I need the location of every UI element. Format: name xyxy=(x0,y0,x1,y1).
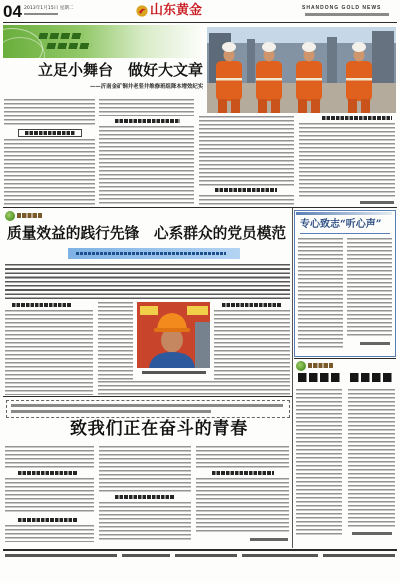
section-badge-icon xyxy=(296,361,306,371)
masthead-email-line xyxy=(305,13,389,16)
footer-info xyxy=(122,554,170,557)
sidebar-title-underline xyxy=(300,233,390,234)
subhead xyxy=(18,471,78,475)
section-rule xyxy=(3,207,397,208)
body-text-block xyxy=(299,123,395,199)
banner-slogan-line xyxy=(38,33,83,39)
byline xyxy=(360,201,394,204)
sidebar-box-ornament xyxy=(296,212,392,215)
issue-date: 2013年1月15日 星期二 xyxy=(24,6,74,11)
subtitle-strip-text xyxy=(76,252,226,255)
body-text-block xyxy=(5,478,94,514)
subhead xyxy=(222,303,282,307)
youth-essay-title: 致我们正在奋斗的青春 xyxy=(70,419,248,439)
section-rule xyxy=(3,396,292,397)
subhead xyxy=(215,188,277,192)
body-text-block xyxy=(5,525,94,542)
lead-paragraph xyxy=(5,264,290,299)
section-badge-label xyxy=(17,213,42,218)
body-text-block xyxy=(4,99,95,127)
top-story-banner xyxy=(3,25,203,58)
feature-story-subtitle-strip xyxy=(68,248,240,259)
editor-note-line xyxy=(11,404,283,407)
story-headline-right xyxy=(350,373,392,382)
body-text-block xyxy=(199,116,294,186)
body-text-block xyxy=(4,139,95,205)
masthead-rule xyxy=(3,22,397,23)
sidebar-box-title: 专心致志“听心声” xyxy=(300,219,382,230)
subhead xyxy=(25,131,75,135)
body-text-block xyxy=(348,389,395,529)
body-text-block xyxy=(196,446,289,468)
editor-note-box xyxy=(6,400,290,418)
photo-caption-subhead xyxy=(322,116,392,120)
body-text-block xyxy=(199,195,294,205)
body-text-block xyxy=(196,478,289,534)
body-text-block xyxy=(5,310,93,395)
footer-rule xyxy=(3,549,397,551)
body-text-block xyxy=(99,446,191,492)
body-text-block xyxy=(99,502,191,542)
subhead xyxy=(212,471,274,475)
subhead xyxy=(115,119,180,123)
story-headline-left xyxy=(298,373,340,382)
logo-emblem-icon xyxy=(136,5,148,17)
footer-info xyxy=(242,554,318,557)
body-text-block xyxy=(98,381,290,395)
footer-info xyxy=(5,554,117,557)
feature-story-headline: 质量效益的践行先锋 心系群众的党员模范 xyxy=(7,225,287,242)
subhead xyxy=(115,495,175,499)
body-text-block xyxy=(98,302,133,380)
masthead-english-name: SHANDONG GOLD NEWS xyxy=(302,5,382,11)
banner-slogan-line xyxy=(46,43,91,49)
masthead-logo: 山东黄金 xyxy=(150,3,203,18)
column-rule xyxy=(292,208,293,548)
page-number: 04 xyxy=(3,2,22,21)
body-text-block xyxy=(298,238,343,350)
section-badge-icon xyxy=(5,211,15,221)
masthead-info-line xyxy=(24,13,58,15)
top-story-subtitle: ——沂南金矿铜井老竖井维修班组降本增效纪实 xyxy=(90,84,204,90)
body-text-block xyxy=(347,238,392,338)
photo-caption xyxy=(142,371,206,374)
editor-note-line xyxy=(11,410,211,413)
section-rule xyxy=(294,358,396,359)
subhead xyxy=(18,518,78,522)
footer-info xyxy=(323,554,395,557)
team-photo xyxy=(207,27,396,113)
footer-info xyxy=(175,554,237,557)
body-text-block xyxy=(5,446,94,468)
subhead xyxy=(12,303,72,307)
byline xyxy=(250,538,288,541)
subhead-box xyxy=(18,129,82,137)
body-text-block xyxy=(99,99,194,116)
worker-portrait-photo xyxy=(137,302,210,368)
byline xyxy=(352,532,392,535)
body-text-block xyxy=(99,126,194,205)
byline xyxy=(360,342,390,345)
top-story-headline: 立足小舞台 做好大文章 xyxy=(38,61,204,79)
body-text-block xyxy=(296,389,342,537)
body-text-block xyxy=(214,310,290,380)
section-badge-label xyxy=(308,363,334,368)
